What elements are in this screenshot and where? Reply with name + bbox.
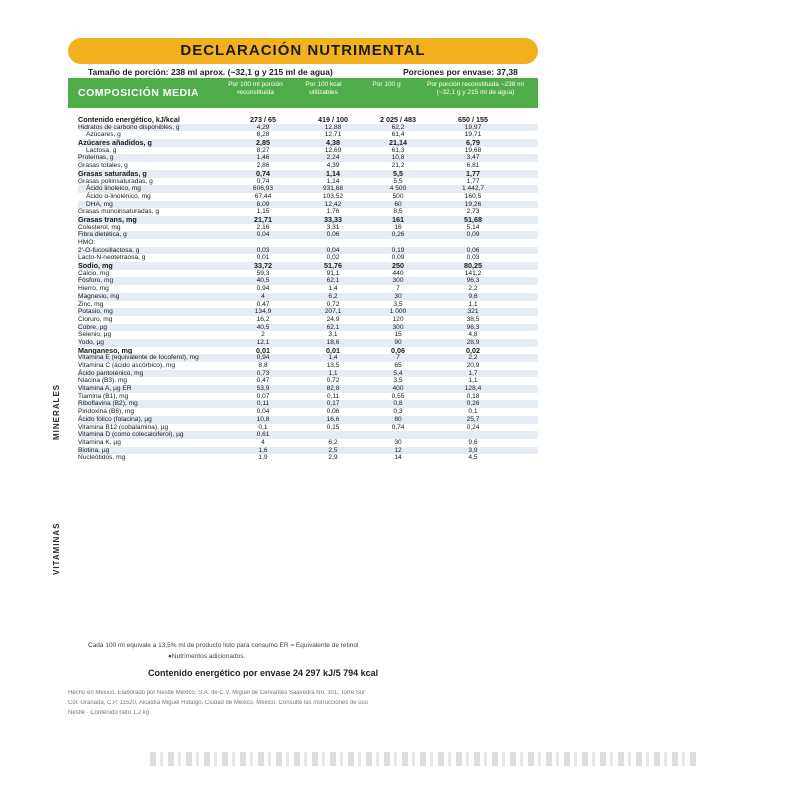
nutrient-value: 0,17 bbox=[326, 400, 340, 408]
nutrient-value: 12,71 bbox=[324, 131, 342, 139]
table-row bbox=[78, 216, 538, 224]
nutrient-name: 2'-O-fucosillactosa, g bbox=[78, 246, 140, 254]
nutrient-value: 90 bbox=[394, 338, 402, 346]
table-row bbox=[78, 224, 538, 232]
table-row bbox=[78, 185, 538, 193]
nutrient-value: 440 bbox=[392, 269, 404, 277]
nutrient-value: 80,25 bbox=[464, 261, 482, 271]
nutrient-value: 24,9 bbox=[326, 315, 340, 323]
nutrient-value: 67,44 bbox=[254, 192, 272, 200]
nutrient-value: 1,14 bbox=[326, 168, 340, 178]
table-row bbox=[78, 139, 538, 147]
nutrient-value: 321 bbox=[467, 308, 479, 316]
nutrient-value: 2,2 bbox=[468, 354, 478, 362]
nutrient-name: Grasas totales, g bbox=[78, 162, 128, 170]
nutrient-value: 21,14 bbox=[389, 138, 407, 148]
nutrient-value: 1,77 bbox=[466, 177, 480, 185]
nutrient-value: 0,73 bbox=[256, 369, 270, 377]
footnote-equivalence: Cada 100 ml equivale a 13,5% ml de producto listo para consumo ER = Equivalente de retinol bbox=[88, 642, 359, 649]
nutrient-value: 65 bbox=[394, 362, 402, 369]
nutrient-value: 0,01 bbox=[326, 345, 340, 355]
nutrient-name: Yodo, µg bbox=[78, 338, 104, 346]
nutrient-name: Ácido α-linolénico, mg bbox=[86, 192, 151, 200]
nutrient-name: DHA, mg bbox=[86, 200, 113, 208]
nutrient-name: Azúcares añadidos, g bbox=[78, 138, 152, 148]
nutrient-value: 3,9 bbox=[468, 446, 478, 454]
nutrient-name: Zinc, mg bbox=[78, 300, 104, 308]
nutrient-value: 1,76 bbox=[326, 208, 340, 216]
nutrient-value: 0,18 bbox=[466, 392, 480, 400]
table-row bbox=[78, 416, 538, 424]
nutrient-value: 931,68 bbox=[322, 185, 344, 193]
nutrient-value: 0,94 bbox=[256, 285, 270, 293]
nutrient-value: 0,11 bbox=[256, 400, 270, 408]
nutrient-value: 134,9 bbox=[254, 308, 272, 316]
nutrient-value: 59,3 bbox=[256, 269, 270, 277]
nutrient-value: 12 bbox=[394, 446, 402, 454]
nutrient-value: 141,2 bbox=[464, 269, 482, 277]
nutrient-value: 4 bbox=[261, 438, 265, 446]
nutrient-value: 0,01 bbox=[256, 254, 270, 262]
nutrient-value: 15 bbox=[394, 331, 402, 339]
nutrient-value: 1,14 bbox=[326, 177, 340, 185]
nutrient-value: 4,5 bbox=[468, 454, 478, 462]
serving-info bbox=[88, 67, 528, 77]
nutrient-value: 38,5 bbox=[466, 315, 480, 323]
table-row bbox=[78, 439, 538, 447]
nutrient-value: 0,47 bbox=[256, 300, 270, 308]
table-row bbox=[78, 277, 538, 285]
table-row bbox=[78, 408, 538, 416]
nutrient-value: 0,24 bbox=[466, 423, 480, 431]
servings-per-pack: Porciones por envase: 37,38 bbox=[403, 67, 518, 77]
nutrient-value: 16 bbox=[394, 223, 402, 231]
nutrient-value: 96,3 bbox=[466, 277, 480, 285]
table-row bbox=[78, 262, 538, 270]
nutrient-value: 4,39 bbox=[326, 162, 340, 170]
table-row bbox=[78, 270, 538, 278]
table-row bbox=[78, 324, 538, 332]
illegible-footer-marks bbox=[150, 752, 700, 766]
nutrient-value: 0,26 bbox=[391, 231, 405, 239]
nutrient-name: Lacto-N-neotetraosa, g bbox=[78, 254, 146, 262]
nutrient-name: Contenido energético, kJ/kcal bbox=[78, 115, 180, 124]
nutrient-value: 4 500 bbox=[389, 185, 407, 193]
nutrient-name: Vitamina D (como colecalciferol), µg bbox=[78, 431, 184, 439]
nutrient-value: 62,1 bbox=[326, 323, 340, 331]
nutrient-value: 2,85 bbox=[256, 138, 270, 148]
table-row bbox=[78, 393, 538, 401]
nutrient-value: 4,38 bbox=[326, 138, 340, 148]
nutrient-value: 3,5 bbox=[393, 377, 403, 385]
nutrient-value: 14 bbox=[394, 454, 402, 462]
nutrient-value: 0,94 bbox=[256, 354, 270, 362]
nutrient-value: 0,1 bbox=[468, 408, 478, 416]
nutrient-name: Hierro, mg bbox=[78, 285, 109, 293]
table-row bbox=[78, 124, 538, 132]
nutrient-name: Piridoxina (B6), mg bbox=[78, 408, 135, 416]
nutrient-value: 96,3 bbox=[466, 323, 480, 331]
fine-print-line-1: Hecho en México. Elaborado por Nestlé México, S.A. de C.V. Miguel de Cervantes Saavedra No. 301, Torre Sur bbox=[68, 690, 366, 696]
nutrient-value: 1,6 bbox=[258, 446, 268, 454]
nutrient-value: 82,8 bbox=[326, 385, 340, 393]
table-row bbox=[78, 316, 538, 324]
nutrient-value: 21,2 bbox=[391, 162, 405, 170]
nutrient-value: 8,09 bbox=[256, 200, 270, 208]
nutrient-value: 3,1 bbox=[328, 331, 338, 339]
nutrient-name: Niacina (B3), mg bbox=[78, 377, 128, 385]
nutrient-value: 80 bbox=[394, 415, 402, 423]
nutrient-value: 62,1 bbox=[326, 277, 340, 285]
nutrient-value: 60 bbox=[394, 200, 402, 208]
nutrient-value: 250 bbox=[392, 261, 404, 271]
nutrient-value: 0,15 bbox=[326, 423, 340, 431]
nutrient-value: 0,09 bbox=[391, 254, 405, 262]
nutrient-value: 0,03 bbox=[466, 254, 480, 262]
nutrient-name: Ácido pantoténico, mg bbox=[78, 369, 144, 377]
nutrient-name: Magnesio, mg bbox=[78, 292, 120, 300]
table-row bbox=[78, 377, 538, 385]
fine-print-line-2: Col. Granada, C.P. 11520, Alcaldía Miguel Hidalgo, Ciudad de México, México. Consulte las instrucciones de uso bbox=[68, 700, 368, 706]
header-col-per-100kcal: Por 100 kcal utilizables bbox=[305, 81, 342, 96]
nutrient-name: Calcio, mg bbox=[78, 269, 110, 277]
nutrient-value: 0,26 bbox=[466, 400, 480, 408]
nutrient-value: 2,5 bbox=[328, 446, 338, 454]
nutrient-value: 0,06 bbox=[391, 345, 405, 355]
energy-per-pack: Contenido energético por envase 24 297 kJ/5 794 kcal bbox=[148, 668, 379, 678]
nutrient-value: 6,2 bbox=[328, 438, 338, 446]
nutrient-value: 0,06 bbox=[326, 408, 340, 416]
nutrient-value: 500 bbox=[392, 192, 404, 200]
nutrient-value: 7 bbox=[396, 285, 400, 293]
nutrient-name: Selenio, µg bbox=[78, 331, 112, 339]
nutrient-value: 300 bbox=[392, 323, 404, 331]
nutrient-name: Hidratos de carbono disponibles, g bbox=[78, 123, 180, 131]
nutrient-value: 33,72 bbox=[254, 261, 272, 271]
nutrient-value: 61,3 bbox=[391, 146, 405, 154]
nutrient-value: 0,06 bbox=[326, 231, 340, 239]
nutrient-value: 1,15 bbox=[256, 208, 270, 216]
nutrient-value: 1,4 bbox=[328, 354, 338, 362]
nutrient-value: 0,8 bbox=[393, 400, 403, 408]
table-row bbox=[78, 116, 538, 124]
footnote-added-nutrients: ●Nutrimentos adicionados. bbox=[168, 653, 246, 660]
nutrient-name: Proteínas, g bbox=[78, 154, 114, 162]
nutrient-value: 3,31 bbox=[326, 223, 340, 231]
nutrient-name: Ácido fólico (folacina), µg bbox=[78, 415, 152, 423]
nutrient-value: 5,5 bbox=[393, 168, 403, 178]
nutrient-value: 53,9 bbox=[256, 385, 270, 393]
fine-print-line-3: Nestlé · Contenido neto 1,2 kg bbox=[68, 710, 150, 716]
nutrient-value: 207,1 bbox=[324, 308, 342, 316]
nutrient-value: 160,5 bbox=[464, 192, 482, 200]
nutrient-name: Nucleótidos, mg bbox=[78, 454, 126, 462]
nutrient-value: 10,8 bbox=[256, 415, 270, 423]
nutrition-table bbox=[78, 116, 538, 462]
nutrient-value: 12,88 bbox=[324, 123, 342, 131]
nutrient-name: Vitamina E (equivalente de tocoferol), mg bbox=[78, 354, 199, 362]
table-row bbox=[78, 370, 538, 378]
table-row bbox=[78, 239, 538, 247]
nutrient-value: 51,76 bbox=[324, 261, 342, 271]
nutrient-value: 128,4 bbox=[464, 385, 482, 393]
nutrient-value: 400 bbox=[392, 385, 404, 393]
table-row bbox=[78, 424, 538, 432]
header-col-per-100ml: Por 100 ml porción reconstituida bbox=[228, 81, 283, 96]
nutrient-value: 19,97 bbox=[464, 123, 482, 131]
nutrient-value: 273 / 65 bbox=[250, 115, 276, 124]
nutrient-value: 1 442,7 bbox=[462, 185, 484, 193]
nutrient-name: Vitamina A, µg ER bbox=[78, 385, 132, 393]
nutrient-name: Azúcares, g bbox=[86, 131, 121, 139]
nutrient-value: 5,4 bbox=[393, 369, 403, 377]
nutrient-name: Biotina, µg bbox=[78, 446, 110, 454]
nutrient-value: 161 bbox=[392, 214, 404, 224]
table-row bbox=[78, 454, 538, 462]
nutrient-value: 10,8 bbox=[391, 154, 405, 162]
table-row bbox=[78, 193, 538, 201]
nutrient-value: 28,9 bbox=[466, 338, 480, 346]
nutrient-value: 2,16 bbox=[256, 223, 270, 231]
nutrient-value: 9,6 bbox=[468, 292, 478, 300]
nutrient-value: 33,33 bbox=[324, 214, 342, 224]
nutrient-value: 0,74 bbox=[256, 177, 270, 185]
nutrient-value: 62,2 bbox=[391, 123, 405, 131]
nutrient-name: Cobre, µg bbox=[78, 323, 108, 331]
nutrition-label bbox=[68, 36, 538, 736]
nutrient-value: 2,73 bbox=[466, 208, 480, 216]
nutrient-value: 18,6 bbox=[326, 338, 340, 346]
nutrient-value: 25,7 bbox=[466, 415, 480, 423]
nutrient-value: 0,02 bbox=[466, 345, 480, 355]
nutrient-value: 40,5 bbox=[256, 277, 270, 285]
table-row bbox=[78, 247, 538, 255]
nutrient-value: 16,6 bbox=[326, 415, 340, 423]
nutrient-value: 2,86 bbox=[256, 162, 270, 170]
nutrient-value: 4 bbox=[261, 292, 265, 300]
nutrient-name: Grasas poliinsaturadas, g bbox=[78, 177, 153, 185]
nutrient-name: Vitamina C (ácido ascórbico), mg bbox=[78, 362, 175, 369]
table-row bbox=[78, 301, 538, 309]
nutrient-value: 1,7 bbox=[468, 369, 478, 377]
nutrient-value: 1,46 bbox=[256, 154, 270, 162]
nutrient-name: Vitamina B12 (cobalamina), µg bbox=[78, 423, 169, 431]
nutrient-value: 0,74 bbox=[391, 423, 405, 431]
serving-size: Tamaño de porción: 238 ml aprox. (~32,1 g y 215 ml de agua) bbox=[88, 67, 333, 77]
nutrient-value: 1,1 bbox=[328, 369, 338, 377]
nutrient-value: 120 bbox=[392, 315, 404, 323]
nutrient-value: 0,72 bbox=[326, 377, 340, 385]
nutrient-value: 0,1 bbox=[258, 423, 268, 431]
nutrient-name: Manganeso, mg bbox=[78, 345, 133, 355]
table-row bbox=[78, 331, 538, 339]
nutrient-value: 1,9 bbox=[258, 454, 268, 462]
nutrient-value: 0,72 bbox=[326, 300, 340, 308]
nutrient-name: Potasio, mg bbox=[78, 308, 113, 316]
table-row bbox=[78, 431, 538, 439]
nutrient-value: 2 025 / 483 bbox=[380, 115, 416, 124]
nutrient-value: 0,01 bbox=[256, 345, 270, 355]
nutrient-value: 6,79 bbox=[466, 138, 480, 148]
nutrient-value: 0,06 bbox=[466, 246, 480, 254]
header-composition: COMPOSICIÓN MEDIA bbox=[78, 87, 200, 99]
table-header bbox=[68, 78, 538, 108]
nutrient-value: 5,5 bbox=[393, 177, 403, 185]
table-row bbox=[78, 308, 538, 316]
nutrient-value: 19,71 bbox=[464, 131, 482, 139]
nutrient-value: 0,47 bbox=[256, 377, 270, 385]
nutrient-name: Ácido linoleico, mg bbox=[86, 185, 141, 193]
nutrient-value: 13,5 bbox=[326, 362, 340, 369]
nutrient-value: 19,68 bbox=[464, 146, 482, 154]
nutrient-value: 8,28 bbox=[256, 131, 270, 139]
nutrient-value: 5,14 bbox=[466, 223, 480, 231]
nutrient-value: 2,2 bbox=[468, 285, 478, 293]
table-row bbox=[78, 285, 538, 293]
nutrient-value: 300 bbox=[392, 277, 404, 285]
nutrient-value: 12,42 bbox=[324, 200, 342, 208]
nutrient-name: Grasas monoinsaturadas, g bbox=[78, 208, 159, 216]
nutrient-value: 4,29 bbox=[256, 123, 270, 131]
nutrient-value: 0,04 bbox=[256, 408, 270, 416]
nutrient-value: 0,03 bbox=[256, 246, 270, 254]
nutrient-value: 0,11 bbox=[326, 392, 340, 400]
nutrient-value: 8,8 bbox=[258, 362, 268, 369]
table-row bbox=[78, 385, 538, 393]
nutrient-value: 1,1 bbox=[468, 300, 478, 308]
nutrient-value: 3,5 bbox=[393, 300, 403, 308]
nutrient-value: 0,19 bbox=[391, 246, 405, 254]
nutrient-name: HMO: bbox=[78, 239, 96, 246]
header-col-per-serving: Por porción reconstituida ~238 ml (~32,1 g y 215 ml de agua) bbox=[426, 81, 524, 96]
nutrient-value: 3,47 bbox=[466, 154, 480, 162]
nutrient-value: 103,52 bbox=[322, 192, 344, 200]
table-row bbox=[78, 154, 538, 162]
header-col-per-100g: Por 100 g bbox=[372, 81, 401, 88]
nutrient-name: Tiamina (B1), mg bbox=[78, 392, 129, 400]
label-title: DECLARACIÓN NUTRIMENTAL bbox=[68, 38, 538, 64]
nutrient-name: Fibra dietética, g bbox=[78, 231, 127, 239]
nutrient-value: 4,8 bbox=[468, 331, 478, 339]
nutrient-value: 91,1 bbox=[326, 269, 340, 277]
side-label-vitamins: VITAMINAS bbox=[52, 522, 61, 575]
nutrient-value: 2,9 bbox=[328, 454, 338, 462]
nutrient-value: 30 bbox=[394, 292, 402, 300]
nutrient-name: Vitamina K, µg bbox=[78, 438, 121, 446]
nutrient-name: Lactosa, g bbox=[86, 146, 117, 154]
nutrient-value: 12,69 bbox=[324, 146, 342, 154]
nutrient-value: 2,24 bbox=[326, 154, 340, 162]
nutrient-value: 0,61 bbox=[256, 431, 270, 439]
nutrient-value: 7 bbox=[396, 354, 400, 362]
nutrient-value: 12,1 bbox=[256, 338, 270, 346]
table-row bbox=[78, 231, 538, 239]
nutrient-name: Cloruro, mg bbox=[78, 315, 113, 323]
nutrient-value: 19,26 bbox=[464, 200, 482, 208]
nutrient-value: 61,4 bbox=[391, 131, 405, 139]
nutrient-value: 6,2 bbox=[328, 292, 338, 300]
nutrient-value: 1,77 bbox=[466, 168, 480, 178]
nutrient-value: 0,02 bbox=[326, 254, 340, 262]
nutrient-name: Grasas saturadas, g bbox=[78, 168, 147, 178]
nutrient-value: 1 000 bbox=[389, 308, 407, 316]
table-row bbox=[78, 362, 538, 370]
table-row bbox=[78, 201, 538, 209]
table-row bbox=[78, 170, 538, 178]
nutrient-name: Colesterol, mg bbox=[78, 223, 121, 231]
nutrient-value: 0,04 bbox=[326, 246, 340, 254]
nutrient-value: 8,27 bbox=[256, 146, 270, 154]
nutrient-value: 606,93 bbox=[252, 185, 274, 193]
nutrient-name: Riboflavina (B2), mg bbox=[78, 400, 138, 408]
nutrient-value: 0,09 bbox=[466, 231, 480, 239]
nutrient-name: Fósforo, mg bbox=[78, 277, 114, 285]
nutrient-value: 1,1 bbox=[468, 377, 478, 385]
table-row bbox=[78, 354, 538, 362]
nutrient-value: 30 bbox=[394, 438, 402, 446]
nutrient-value: 51,68 bbox=[464, 214, 482, 224]
table-row bbox=[78, 447, 538, 455]
nutrient-value: 6,81 bbox=[466, 162, 480, 170]
nutrient-value: 419 / 100 bbox=[318, 115, 348, 124]
table-row bbox=[78, 347, 538, 355]
nutrient-value: 20,9 bbox=[466, 362, 480, 369]
nutrient-value: 0,3 bbox=[393, 408, 403, 416]
nutrient-value: 0,74 bbox=[256, 168, 270, 178]
nutrient-name: Grasas trans, mg bbox=[78, 214, 137, 224]
nutrient-value: 650 / 155 bbox=[458, 115, 488, 124]
nutrient-value: 40,5 bbox=[256, 323, 270, 331]
nutrient-value: 9,6 bbox=[468, 438, 478, 446]
nutrient-value: 21,71 bbox=[254, 214, 272, 224]
nutrient-name: Sodio, mg bbox=[78, 261, 113, 271]
nutrient-value: 0,07 bbox=[256, 392, 270, 400]
table-row bbox=[78, 147, 538, 155]
table-row bbox=[78, 400, 538, 408]
table-row bbox=[78, 293, 538, 301]
nutrient-value: 16,2 bbox=[256, 315, 270, 323]
nutrient-value: 1,4 bbox=[328, 285, 338, 293]
nutrient-value: 0,04 bbox=[256, 231, 270, 239]
nutrient-value: 8,5 bbox=[393, 208, 403, 216]
nutrient-value: 0,55 bbox=[391, 392, 405, 400]
nutrient-value: 2 bbox=[261, 331, 265, 339]
side-label-minerals: MINERALES bbox=[52, 383, 61, 440]
table-row bbox=[78, 178, 538, 186]
